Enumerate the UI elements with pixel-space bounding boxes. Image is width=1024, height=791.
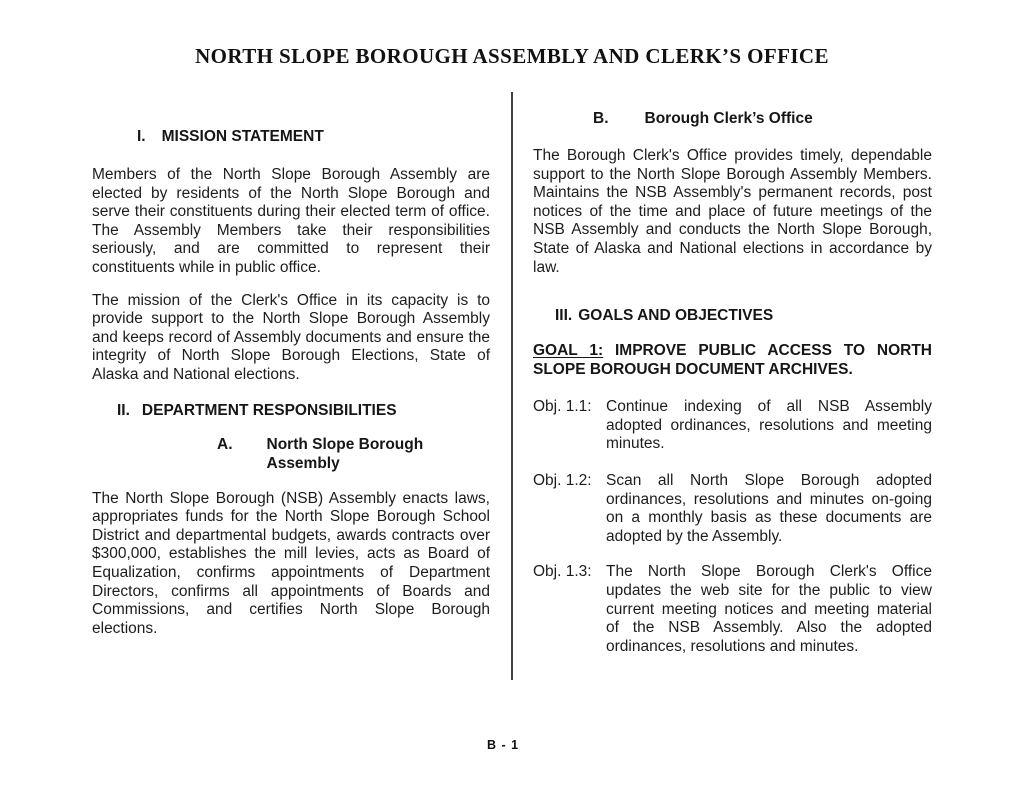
objective-1-2 <box>533 472 932 546</box>
subsection-heading-clerk <box>533 109 932 128</box>
objective-1-1 <box>533 398 932 454</box>
subsection-letter-assembly: A. <box>217 435 233 453</box>
section-heading-mission <box>92 127 490 146</box>
section-heading-responsibilities <box>92 401 490 420</box>
section-number-responsibilities: II. <box>117 401 130 419</box>
subsection-title-clerk: Borough Clerk’s Office <box>644 110 813 127</box>
subsection-title-assembly: North Slope Borough Assembly <box>266 435 424 472</box>
page-title: NORTH SLOPE BOROUGH ASSEMBLY AND CLERK’S OFFICE <box>195 44 829 68</box>
objective-1-3 <box>533 563 932 656</box>
objective-1-1-text: Continue indexing of all NSB Assembly adopted ordinances, resolutions and meeting minutes. <box>606 398 932 453</box>
right-column <box>533 109 932 656</box>
objective-1-3-label: Obj. 1.3: <box>533 563 592 581</box>
objective-1-2-label: Obj. 1.2: <box>533 471 592 489</box>
objective-1-2-text: Scan all North Slope Borough adopted ordinances, resolutions and minutes on-going on a monthly basis as these documents are adopted by the Assembly. <box>606 471 932 545</box>
section-title-goals: GOALS AND OBJECTIVES <box>578 307 774 325</box>
objective-1-1-label: Obj. 1.1: <box>533 398 592 416</box>
section-title-responsibilities: DEPARTMENT RESPONSIBILITIES <box>141 401 397 419</box>
section-number-mission: I. <box>137 128 146 145</box>
mission-paragraph-1: Members of the North Slope Borough Assembly are elected by residents of the North Slope Borough and serve their constituents during their elected term of office. The Assembly Members take their responsibilities seriously, and are committed to represent their constituents while in public office. <box>92 166 490 276</box>
goal-1 <box>533 341 932 379</box>
assembly-paragraph: The North Slope Borough (NSB) Assembly enacts laws, appropriates funds for the North Slope Borough School District and departmental budgets, awards contracts over $300,000, establishes the mill levies, acts as Board of Equalization, confirms appointments of Department Directors, confirms all appointments of Boards and Commissions, and certifies North Slope Borough elections. <box>92 489 490 637</box>
goal-1-text: IMPROVE PUBLIC ACCESS TO NORTH SLOPE BOROUGH DOCUMENT ARCHIVES. <box>533 342 932 379</box>
section-title-mission: MISSION STATEMENT <box>161 128 324 145</box>
subsection-letter-clerk: B. <box>593 110 609 127</box>
section-number-goals: III. <box>555 307 573 325</box>
section-heading-goals <box>533 306 932 325</box>
subsection-heading-assembly <box>92 435 490 473</box>
column-divider <box>511 92 513 680</box>
clerk-paragraph: The Borough Clerk's Office provides timely, dependable support to the North Slope Borough Assembly Members. Maintains the NSB Assembly's permanent records, post notices of the time and place of future meetings of the NSB Assembly and conducts the North Slope Borough, State of Alaska and National elections in accordance by law. <box>533 147 932 276</box>
mission-paragraph-2: The mission of the Clerk's Office in its capacity is to provide support to the North Slope Borough Assembly and keeps record of Assembly documents and ensure the integrity of North Slope Borough Elections, State of Alaska and National elections. <box>92 291 490 383</box>
page-number: B - 1 <box>486 738 520 752</box>
goal-1-label: GOAL 1: <box>533 342 604 360</box>
left-column <box>92 127 490 638</box>
objective-1-3-text: The North Slope Borough Clerk's Office updates the web site for the public to view current meeting notices and meeting material of the NSB Assembly. Also the adopted ordinances, resolutions and minutes. <box>606 563 932 655</box>
